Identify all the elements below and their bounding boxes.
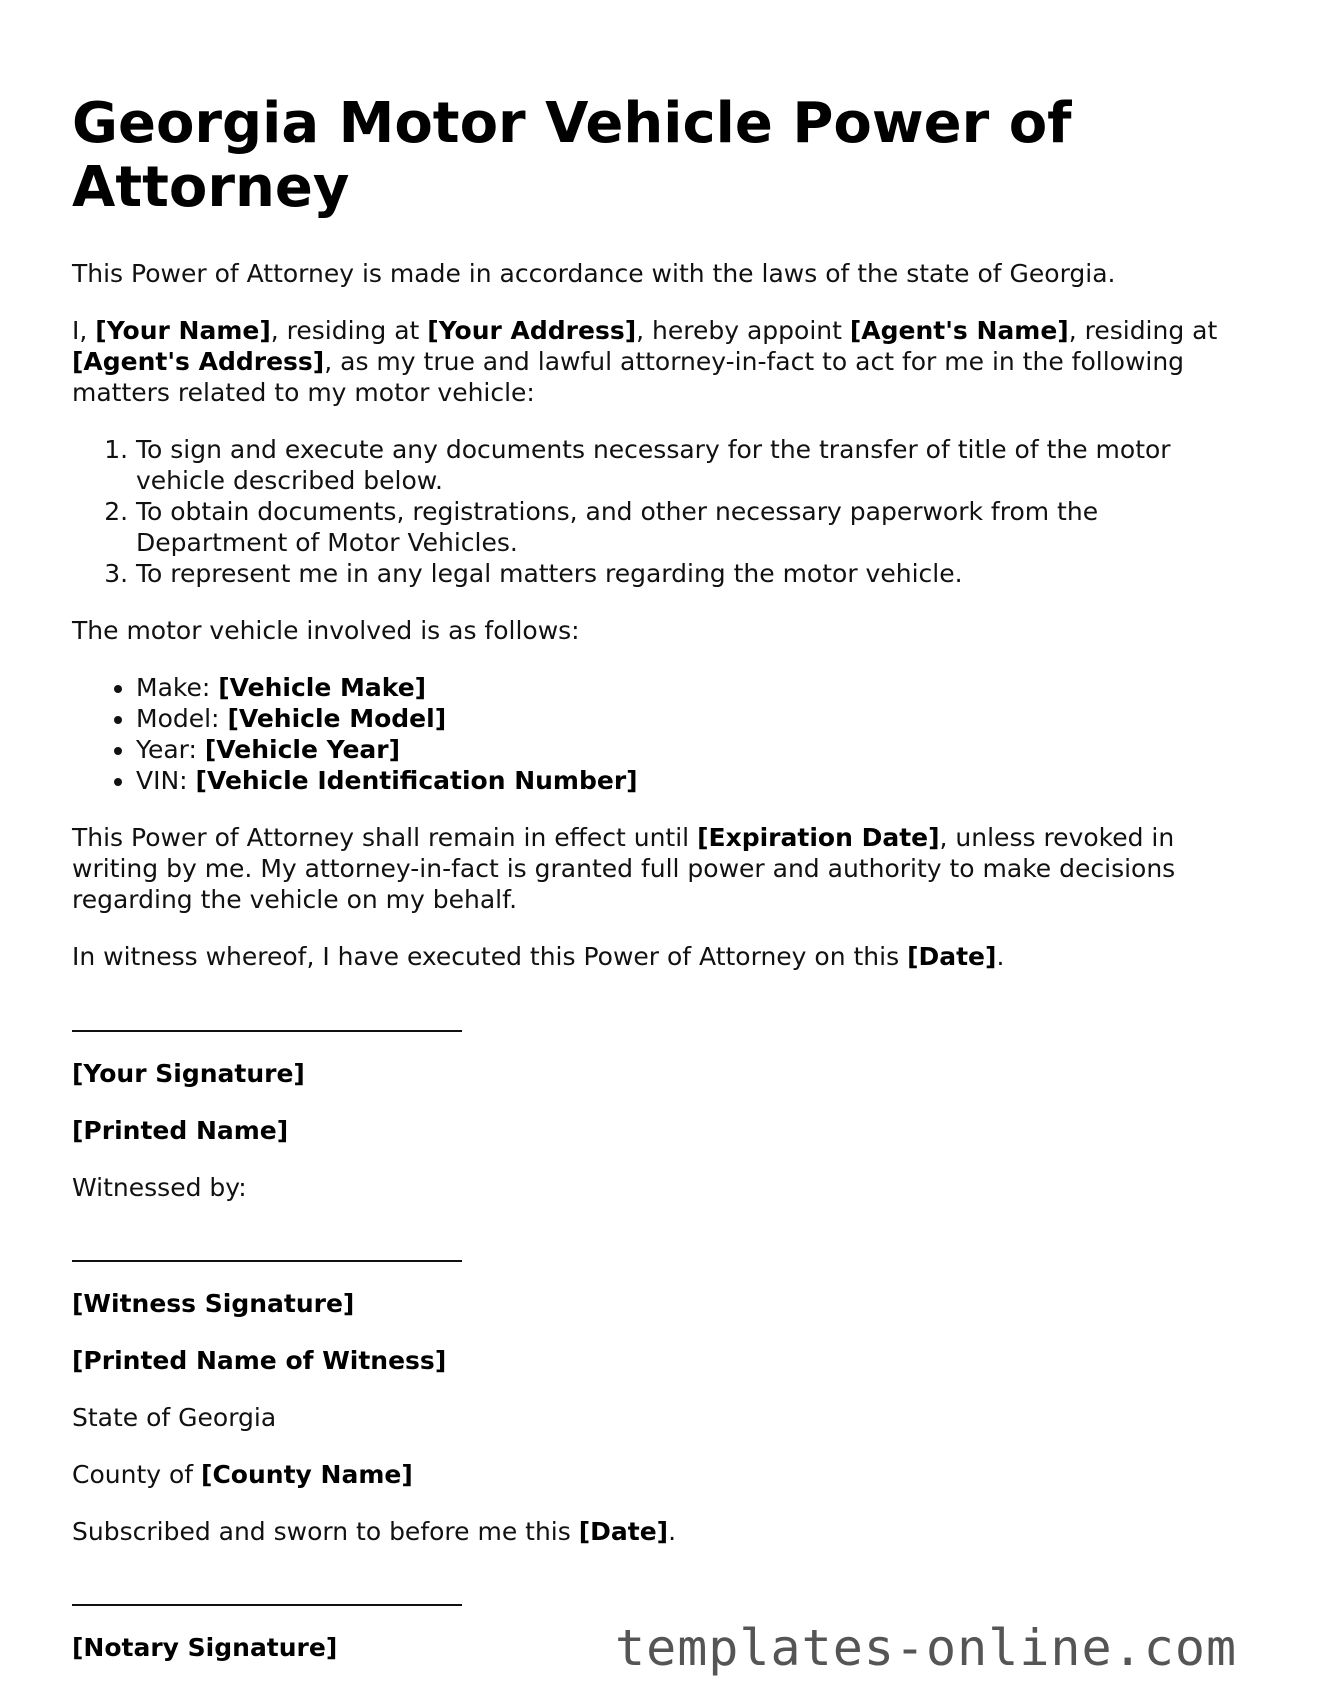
appointment-text: , hereby appoint <box>636 316 850 345</box>
vehicle-vin-label: VIN: <box>136 766 196 795</box>
notary-signature-placeholder: [Notary Signature] <box>72 1633 338 1662</box>
vehicle-model-label: Model: <box>136 704 228 733</box>
sworn-text: Subscribed and sworn to before me this <box>72 1517 579 1546</box>
vehicle-make-label: Make: <box>136 673 219 702</box>
witness-printed-name-label <box>72 1345 1248 1376</box>
intro-paragraph: This Power of Attorney is made in accordance with the laws of the state of Georgia. <box>72 259 1116 288</box>
appointment-text: I, <box>72 316 96 345</box>
vehicle-year-item <box>136 734 1248 765</box>
county-text: County of <box>72 1460 202 1489</box>
effect-text: This Power of Attorney shall remain in effect until <box>72 823 698 852</box>
document-title: Georgia Motor Vehicle Power of Attorney <box>72 91 1072 220</box>
vehicle-vin-placeholder: [Vehicle Identification Number] <box>195 766 638 795</box>
witness-signature-label <box>72 1288 1248 1319</box>
your-signature-label <box>72 1058 1248 1089</box>
sworn-line <box>72 1516 1248 1547</box>
vehicle-details-list <box>72 672 1248 796</box>
your-address-placeholder: [Your Address] <box>427 316 637 345</box>
witness-printed-name-placeholder: [Printed Name of Witness] <box>72 1346 447 1375</box>
watermark: templates-online.com <box>615 1619 1238 1677</box>
vehicle-year-placeholder: [Vehicle Year] <box>204 735 401 764</box>
power-item: 3. To represent me in any legal matters regarding the motor vehicle. <box>136 558 1248 589</box>
your-signature-placeholder: [Your Signature] <box>72 1059 305 1088</box>
power-item: 1. To sign and execute any documents necessary for the transfer of title of the motor vehicle described below. <box>136 434 1248 496</box>
document-page <box>72 0 1248 1663</box>
effect-paragraph <box>72 822 1248 915</box>
county-name-placeholder: [County Name] <box>201 1460 413 1489</box>
vehicle-model-item <box>136 703 1248 734</box>
effect-text: , unless revoked in writing by me. My attorney-in-fact is granted full power and authority to make decisions regarding the vehicle on my behalf. <box>72 823 1176 914</box>
witness-signature-line <box>72 1260 462 1262</box>
printed-name-placeholder: [Printed Name] <box>72 1116 289 1145</box>
printed-name-label <box>72 1115 1248 1146</box>
witness-signature-placeholder: [Witness Signature] <box>72 1289 355 1318</box>
principal-signature-line <box>72 1030 462 1032</box>
appointment-text: , residing at <box>270 316 428 345</box>
execution-date-placeholder: [Date] <box>907 942 997 971</box>
expiration-date-placeholder: [Expiration Date] <box>697 823 940 852</box>
witness-clause-text: . <box>996 942 1005 971</box>
power-item: 2. To obtain documents, registrations, and other necessary paperwork from the Department of Motor Vehicles. <box>136 496 1248 558</box>
agent-address-placeholder: [Agent's Address] <box>72 347 325 376</box>
appointment-text: , residing at <box>1068 316 1218 345</box>
sworn-text: . <box>668 1517 677 1546</box>
appointment-paragraph <box>72 315 1248 408</box>
vehicle-model-placeholder: [Vehicle Model] <box>227 704 447 733</box>
vehicle-make-item <box>136 672 1248 703</box>
witness-clause <box>72 941 1248 972</box>
vehicle-year-label: Year: <box>136 735 205 764</box>
powers-list <box>72 434 1248 589</box>
witness-clause-text: In witness whereof, I have executed this Power of Attorney on this <box>72 942 908 971</box>
witnessed-by-label: Witnessed by: <box>72 1173 247 1202</box>
appointment-text: , as my true and lawful attorney-in-fact to act for me in the following matters related to my motor vehicle: <box>72 347 1185 407</box>
your-name-placeholder: [Your Name] <box>95 316 271 345</box>
sworn-date-placeholder: [Date] <box>578 1517 669 1546</box>
vehicle-make-placeholder: [Vehicle Make] <box>218 673 427 702</box>
county-line <box>72 1459 1248 1490</box>
vehicle-intro: The motor vehicle involved is as follows: <box>72 616 580 645</box>
notary-signature-line <box>72 1604 462 1606</box>
state-line: State of Georgia <box>72 1403 277 1432</box>
vehicle-vin-item <box>136 765 1248 796</box>
agent-name-placeholder: [Agent's Name] <box>849 316 1069 345</box>
